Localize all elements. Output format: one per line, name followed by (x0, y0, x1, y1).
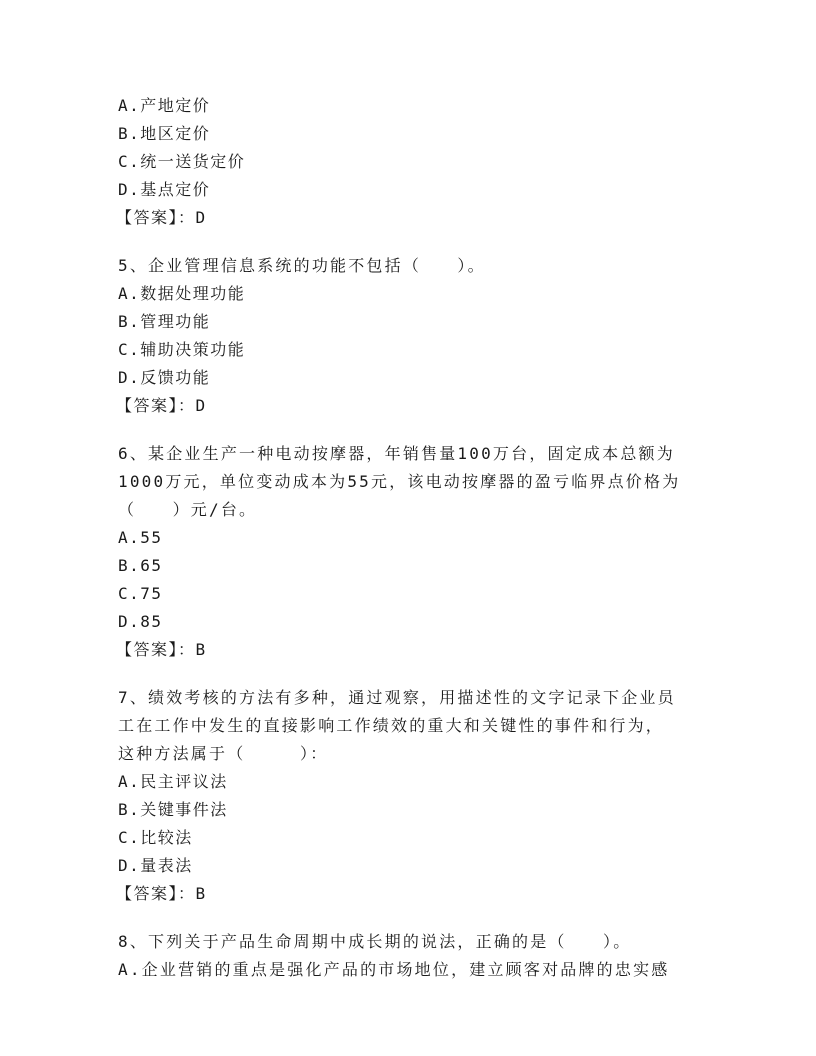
option-d: D.反馈功能 (118, 368, 211, 387)
question-stem: 6、某企业生产一种电动按摩器，年销售量100万台，固定成本总额为 (118, 444, 675, 463)
option-d: D.量表法 (118, 856, 193, 875)
option-c: C.辅助决策功能 (118, 340, 246, 359)
question-8 (118, 928, 708, 984)
option-d: D.基点定价 (118, 180, 211, 199)
answer-label: 【答案】：D (116, 396, 207, 415)
option-c: C.比较法 (118, 828, 193, 847)
answer-label: 【答案】：B (116, 640, 207, 659)
question-7 (118, 684, 708, 908)
option-a: A.55 (118, 528, 163, 547)
option-a: A.数据处理功能 (118, 284, 246, 303)
option-d: D.85 (118, 612, 163, 631)
question-stem: 8、下列关于产品生命周期中成长期的说法，正确的是（ ）。 (118, 932, 632, 951)
question-5 (118, 252, 708, 420)
document-page (118, 92, 708, 984)
question-stem: （ ）元/台。 (118, 500, 258, 519)
option-b: B.关键事件法 (118, 800, 228, 819)
question-stem: 1000万元，单位变动成本为55元，该电动按摩器的盈亏临界点价格为 (118, 472, 681, 491)
question-stem: 5、企业管理信息系统的功能不包括（ ）。 (118, 256, 486, 275)
option-a: A.企业营销的重点是强化产品的市场地位，建立顾客对品牌的忠实感 (118, 960, 670, 979)
option-b: B.管理功能 (118, 312, 211, 331)
question-stem: 工在工作中发生的直接影响工作绩效的重大和关键性的事件和行为， (118, 716, 665, 735)
answer-label: 【答案】：B (116, 884, 207, 903)
option-a: A.产地定价 (118, 96, 211, 115)
option-a: A.民主评议法 (118, 772, 228, 791)
option-c: C.75 (118, 584, 163, 603)
question-4 (118, 92, 708, 232)
question-stem: 这种方法属于（ ）： (118, 744, 329, 763)
question-6 (118, 440, 708, 664)
option-b: B.地区定价 (118, 124, 211, 143)
answer-label: 【答案】：D (116, 208, 207, 227)
option-c: C.统一送货定价 (118, 152, 246, 171)
option-b: B.65 (118, 556, 163, 575)
question-stem: 7、绩效考核的方法有多种，通过观察，用描述性的文字记录下企业员 (118, 688, 676, 707)
